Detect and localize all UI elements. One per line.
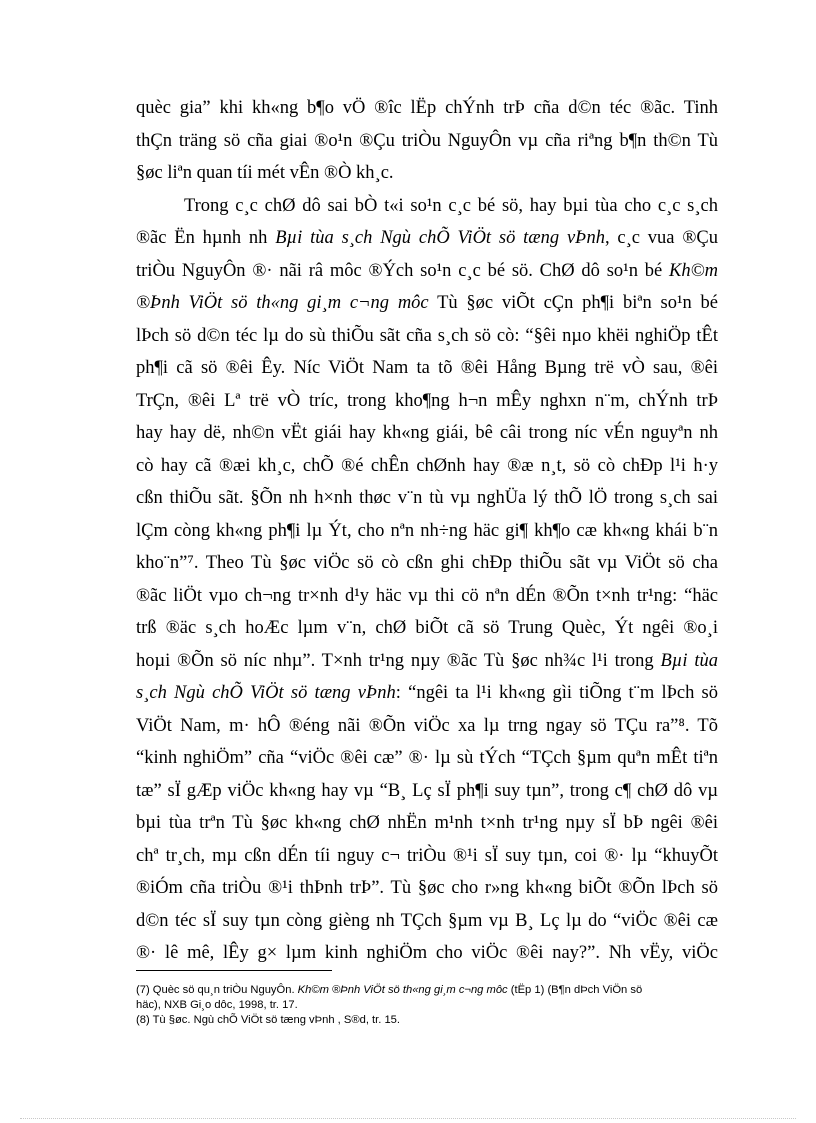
text-line-segment: §øc liªn quan tíi mét vÊn ®Ò kh¸c. [136, 163, 394, 183]
text-line-19 [136, 677, 718, 710]
text-line-15 [136, 547, 718, 580]
text-line-18 [136, 645, 718, 678]
text-line-segment: thÇn träng sö cña giai ®o¹n ®Çu triÒu NguyÔn vµ cña riªng b¶n th©n Tù [136, 130, 718, 151]
text-line-8 [136, 320, 718, 353]
text-line-segment: Kh©m [668, 260, 718, 281]
text-line-24 [136, 840, 718, 873]
text-line-12 [136, 450, 718, 483]
text-line-17 [136, 612, 718, 645]
footnote-separator [136, 970, 332, 971]
footnote-line-2 [136, 998, 718, 1013]
text-line-4 [136, 190, 718, 223]
text-line-14 [136, 515, 718, 548]
text-line-13 [136, 482, 718, 515]
text-line-segment: ®iÓm cña triÒu ®¹i thÞnh trÞ”. Tù §øc cho r»ng kh«ng biÕt ®Õn lÞch sö [136, 878, 718, 898]
text-line-segment: chª tr¸ch, mµ cßn dÉn tíi nguy c¬ triÒu ®¹i sÏ suy tµn, coi ®· lµ “khuyÕt [136, 845, 718, 866]
text-line-segment: ph¶i cã sö ®êi Êy. Níc ViÖt Nam ta tõ ®êi Hång Bµng trë vÒ sau, ®êi [136, 358, 718, 378]
text-line-9 [136, 352, 718, 385]
text-line-segment: kho¨n”⁷. Theo Tù §øc viÖc sö cò cßn ghi chÐp thiÕu sãt vµ ViÖt sö cha [136, 553, 718, 573]
text-line-segment: lÇm còng kh«ng ph¶i lµ Ýt, cho nªn nh÷ng häc gi¶ kh¶o cæ kh«ng khái b¨n [136, 520, 718, 541]
footnote-line-1 [136, 983, 718, 998]
footnote-line-3 [136, 1013, 718, 1028]
text-line-11 [136, 417, 718, 450]
text-line-segment: Trong c¸c chØ dô sai bÒ t«i so¹n c¸c bé sö, hay bµi tùa cho c¸c s¸ch [184, 195, 718, 216]
page-bottom-border [20, 1118, 796, 1119]
text-line-segment: tæ” sÏ gÆp viÖc kh«ng hay vµ “B¸ Lç sÏ ph¶i suy tµn”, trong c¶ chØ dô vµ [136, 780, 718, 801]
body-text [136, 92, 718, 970]
text-line-segment: : “ngêi ta l¹i kh«ng gìi tiÕng t¨m lÞch sö [395, 683, 718, 703]
text-line-segment: , c¸c vua ®Çu [604, 228, 718, 248]
text-line-segment: hoµi ®Õn sö níc nhµ”. T×nh tr¹ng nµy ®ãc Tù §øc nh¾c l¹i trong [136, 650, 661, 671]
text-line-segment: Bµi tùa s¸ch Ngù chÕ ViÖt sö tæng vÞnh [275, 228, 605, 248]
text-line-22 [136, 775, 718, 808]
text-line-5 [136, 222, 718, 255]
text-line-segment: ViÖt Nam, m· hÔ ®éng nãi ®Õn viÖc xa lµ trng ngay sö TÇu ra”⁸. Tõ [136, 715, 718, 736]
text-line-segment: Tù §øc viÕt cÇn ph¶i biªn so¹n bé [428, 293, 718, 313]
text-line-segment: Bµi tùa [660, 650, 718, 671]
text-line-segment: lÞch sö d©n téc lµ do sù thiÕu sãt cña s¸ch sö cò: “§êi nµo khëi nghiÖp tÊt [136, 325, 718, 346]
text-line-segment: cßn thiÕu sãt. §Õn nh h×nh thøc v¨n tù vµ nghÜa lý thÕ lÖ trong s¸ch sai [136, 488, 718, 508]
text-line-20 [136, 710, 718, 743]
text-line-segment: d©n téc sÏ suy tµn còng gièng nh TÇch §µm vµ B¸ Lç lµ do “viÖc ®êi cæ [136, 910, 718, 931]
text-line-segment: ®ãc Ën hµnh nh [136, 228, 276, 248]
text-line-segment: hay hay dë, nh©n vËt giái hay kh«ng giái, bê câi trong níc vÉn nguyªn nh [136, 423, 718, 443]
text-line-10 [136, 385, 718, 418]
text-line-16 [136, 580, 718, 613]
text-line-segment: cò hay cã ®æi kh¸c, chÕ ®é chÊn chØnh hay ®æ n¸t, sö cò chÐp l¹i h·y [136, 455, 718, 476]
text-line-2 [136, 125, 718, 158]
text-line-segment: TrÇn, ®êi Lª trë vÒ tríc, trong kho¶ng h¬n mÊy nghxn n¨m, chÝnh trÞ [136, 390, 718, 411]
text-line-25 [136, 872, 718, 905]
footnote-line-segment: häc), NXB Gi¸o dôc, 1998, tr. 17. [136, 999, 298, 1011]
text-line-3 [136, 157, 718, 190]
text-line-23 [136, 807, 718, 840]
footnotes [136, 983, 718, 1028]
text-line-1 [136, 92, 718, 125]
text-line-7 [136, 287, 718, 320]
text-line-segment: trß ®äc s¸ch hoÆc lµm v¨n, chØ biÕt cã sö Trung Quèc, Ýt ngêi ®o¸i [136, 618, 718, 638]
text-line-21 [136, 742, 718, 775]
text-line-26 [136, 905, 718, 938]
footnote-line-segment: (8) Tù §øc. Ngù chÕ ViÖt sö tæng vÞnh , S®d, tr. 15. [136, 1014, 401, 1026]
text-line-segment: triÒu NguyÔn ®· nãi râ môc ®Ých so¹n c¸c bé sö. ChØ dô so¹n bé [136, 260, 669, 281]
text-line-segment: quèc gia” khi kh«ng b¶o vÖ ®îc lËp chÝnh trÞ cña d©n téc ®ãc. Tinh [136, 98, 718, 118]
text-line-segment: s¸ch Ngù chÕ ViÖt sö tæng vÞnh [136, 683, 396, 703]
text-line-27 [136, 937, 718, 970]
text-line-segment: “kinh nghiÖm” cña “viÖc ®êi cæ” ®· lµ sù tÝch “TÇch §µm quªn mÊt tiªn [136, 748, 718, 768]
footnote-line-segment: (tËp 1) (B¶n dÞch ViÖn sö [507, 984, 643, 996]
footnote-line-segment: Kh©m ®Þnh ViÖt sö th«ng gi¸m c¬ng môc [297, 984, 508, 996]
text-line-segment: ®ãc liÖt vµo ch¬ng tr×nh d¹y häc vµ thi cö nªn dÉn ®Õn t×nh tr¹ng: “häc [136, 585, 718, 606]
text-line-segment: bµi tùa trªn Tù §øc kh«ng chØ nhËn m¹nh t×nh tr¹ng nµy sÏ bÞ ngêi ®êi [136, 813, 718, 833]
footnote-line-segment: (7) Quèc sö qu¸n triÒu NguyÔn. [136, 984, 298, 996]
text-line-segment: ®Þnh ViÖt sö th«ng gi¸m c¬ng môc [136, 293, 429, 313]
text-line-6 [136, 255, 718, 288]
text-line-segment: ®· lê mê, lÊy g× lµm kinh nghiÖm cho viÖc ®êi nay?”. Nh vËy, viÖc [136, 943, 718, 963]
